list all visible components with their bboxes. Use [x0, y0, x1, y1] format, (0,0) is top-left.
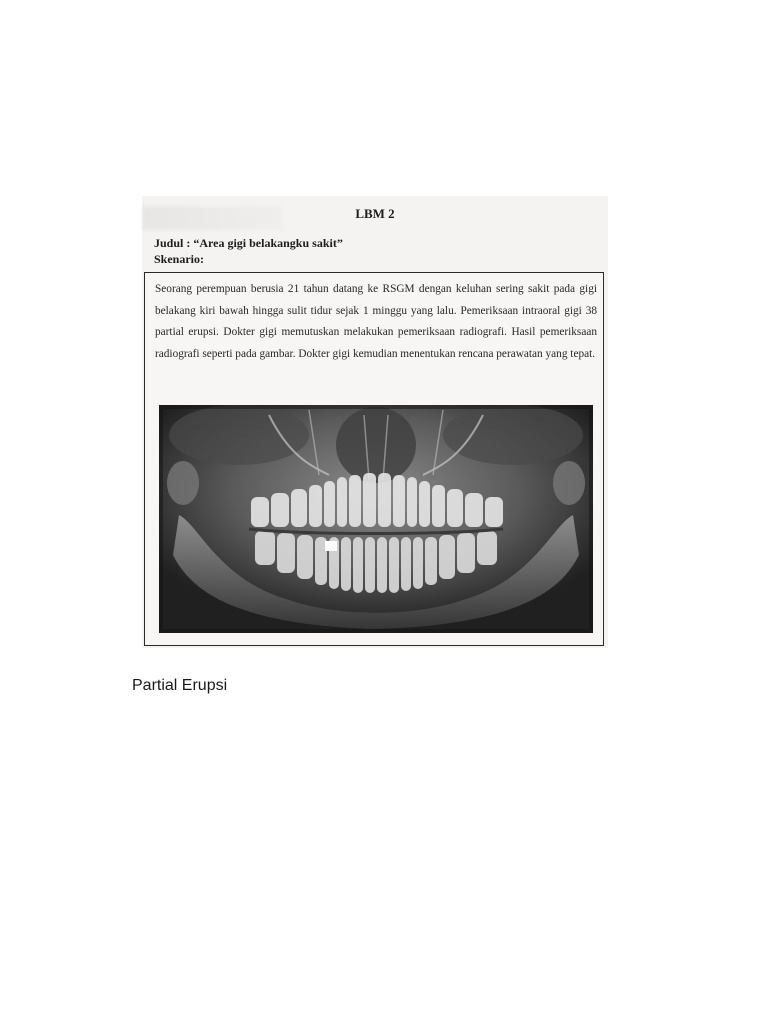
- document-title: Judul : “Area gigi belakangku sakit”: [154, 236, 343, 250]
- document-header: LBM 2: [355, 206, 395, 221]
- scenario-box: [144, 272, 604, 646]
- scenario-text: Seorang perempuan berusia 21 tahun datang ke RSGM dengan keluhan sering sakit pada gigi belakang kiri bawah hingga sulit tidur sejak 1 minggu yang lalu. Pemeriksaan intraoral gigi 38 partial erupsi. Dokter gigi memutuskan melakukan pemeriksaan radiografi. Hasil pemeriksaan radiografi seperti pada gambar. Dokter gigi kemudian menentukan rencana perawatan yang tepat.: [155, 283, 597, 360]
- caption: Partial Erupsi: [132, 677, 228, 694]
- document-subtitle: Skenario:: [154, 252, 205, 266]
- panoramic-radiograph-image: [159, 405, 593, 633]
- scanned-document: [142, 196, 608, 648]
- panoramic-radiograph: [159, 405, 593, 633]
